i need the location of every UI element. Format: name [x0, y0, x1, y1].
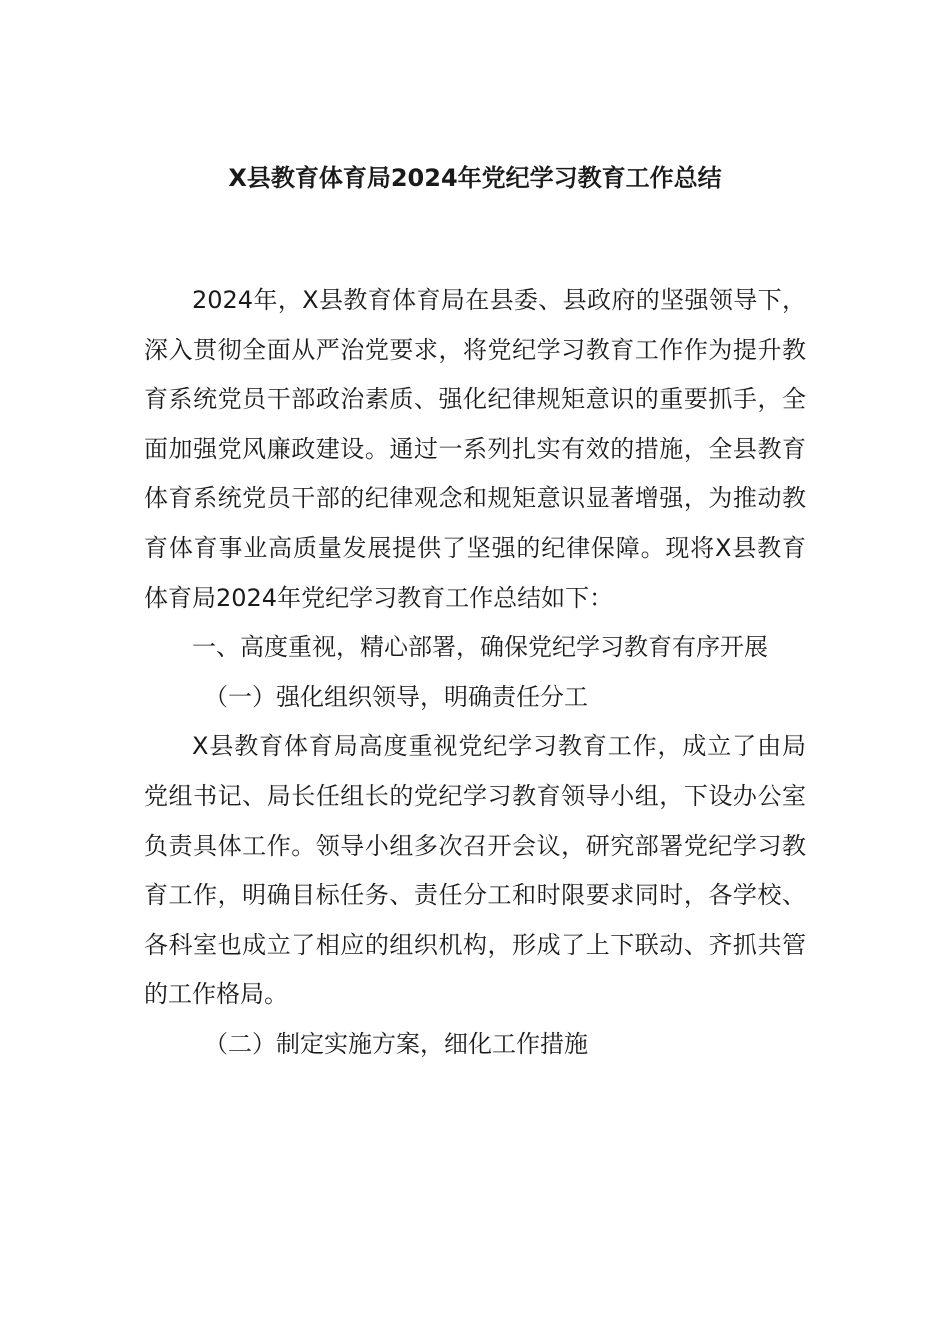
document-title: X县教育体育局2024年党纪学习教育工作总结	[228, 164, 722, 192]
section-paragraph-1: X县教育体育局高度重视党纪学习教育工作，成立了由局党组书记、局长任组长的党纪学习教育领导小组，下设办公室负责具体工作。领导小组多次召开会议，研究部署党纪学习教育工作，明确目标任务、责任分工和时限要求同时，各学校、各科室也成立了相应的组织机构，形成了上下联动、齐抓共管的工作格局。	[144, 732, 806, 1009]
document-body	[144, 276, 806, 1070]
subsection-heading-1: （一）强化组织领导，明确责任分工	[204, 682, 588, 711]
section-heading-1: 一、高度重视，精心部署，确保党纪学习教育有序开展	[192, 633, 768, 662]
subsection-heading-2: （二）制定实施方案，细化工作措施	[204, 1029, 588, 1058]
intro-paragraph: 2024年，X县教育体育局在县委、县政府的坚强领导下，深入贯彻全面从严治党要求，将党纪学习教育工作作为提升教育系统党员干部政治素质、强化纪律规矩意识的重要抓手，全面加强党风廉政建设。通过一系列扎实有效的措施，全县教育体育系统党员干部的纪律观念和规矩意识显著增强，为推动教育体育事业高质量发展提供了坚强的纪律保障。现将X县教育体育局2024年党纪学习教育工作总结如下：	[144, 286, 806, 612]
